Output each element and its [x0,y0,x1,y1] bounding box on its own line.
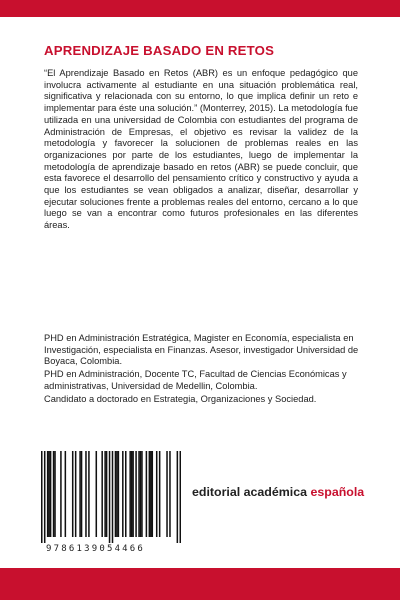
barcode-bar [79,451,81,537]
barcode-bar [149,451,151,537]
book-title: APRENDIZAJE BASADO EN RETOS [44,43,275,58]
barcode-bar [138,451,140,537]
barcode-bar [169,451,171,537]
barcode-bar [115,451,117,537]
barcode-bar [159,451,161,537]
barcode-bar [106,451,108,537]
barcode-bar [85,451,87,537]
author-bio-1: PHD en Administración Estratégica, Magister en Economía, especialista en Investigación, especialista en Finanzas. Asesor, investigador Universidad de Boyaca, Colombia. [44,333,359,367]
barcode-bar [53,451,55,537]
book-description: “El Aprendizaje Basado en Retos (ABR) es un enfoque pedagógico que involucra activamente al estudiante en una situación problemática real, significativa y relacionada con su entorno, lo que implica definir un reto e implementar para éste una solución.” (Monterrey, 2015). La metodología fue utilizada en una universidad de Colombia con estudiantes del programa de Administración de Empresas, el objetivo es revisar la validez de la metodología y favorecer la solucionen de problemas reales en las organizaciones por parte de los estudiantes, luego de implementar la metodología de aprendizaje basado en retos (ABR) se puede concluir, que esta favorece el desarrollo del pensamiento crítico y constructivo y ayuda a que los estudiantes se vean obligados a analizar, diseñar, desarrollar y ejecutar soluciones frente a problemas reales del entorno, cercano a lo que luego se van a encontrar como futuros profesionales en las diferentes áreas. [44,68,358,231]
barcode-bar [54,451,56,537]
barcode-bar [118,451,120,537]
isbn-barcode [41,451,181,543]
barcode-bar [135,451,137,537]
barcode-bar [150,451,152,537]
barcode-bar [112,451,114,543]
author-bios [44,333,362,406]
author-bio-3: Candidato a doctorado en Estrategia, Organizaciones y Sociedad. [44,393,317,404]
barcode-bar [109,451,111,543]
publisher-name-accent: española [310,485,365,499]
publisher-logo [192,485,364,499]
barcode-bar [122,451,124,537]
author-bio-2: PHD en Administración, Docente TC, Facultad de Ciencias Económicas y administrativas, Universidad de Medellin, Colombia. [44,369,347,391]
barcode-bar [131,451,133,537]
barcode-bar [81,451,83,537]
barcode-bar [72,451,74,537]
barcode-bar [48,451,50,537]
barcode-bar [156,451,158,537]
barcode-bar [132,451,134,537]
barcode-bar [88,451,90,537]
barcode-bar [177,451,179,543]
barcode-bar [125,451,127,537]
barcode-bar [75,451,77,537]
barcode-bar [180,451,181,543]
barcode-bar [101,451,103,537]
barcode-bar [104,451,106,537]
barcode-bar [65,451,67,537]
barcode-bar [50,451,52,537]
barcode-bar [47,451,49,537]
barcode-bar [152,451,154,537]
barcode-bar [44,451,46,543]
barcode-bar [96,451,98,537]
barcode-bar [116,451,118,537]
barcode-bar [60,451,62,537]
publisher-name: editorial académica [192,485,311,499]
barcode-bar [41,451,43,543]
bottom-color-band [0,568,400,600]
barcode-bar [140,451,142,537]
barcode-bar [166,451,168,537]
top-color-band [0,0,400,17]
barcode-bar [129,451,131,537]
barcode-bar [146,451,148,537]
barcode-bar [141,451,143,537]
isbn-digits: 9786139054466 [46,544,146,554]
